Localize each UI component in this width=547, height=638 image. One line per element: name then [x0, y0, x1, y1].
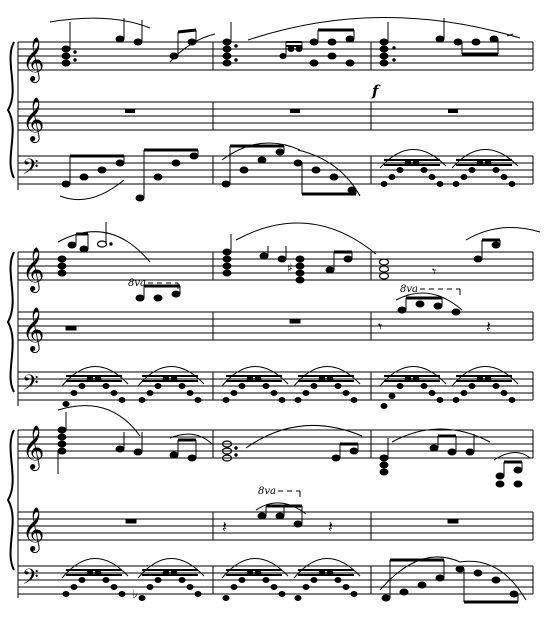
system-2-brace — [8, 252, 14, 392]
whole-rest-icon — [125, 109, 458, 113]
system-3-ottava-marks — [258, 486, 300, 497]
treble-clef-icon: 𝄞 — [22, 247, 45, 291]
svg-text:𝄾: 𝄾 — [432, 262, 437, 281]
system-1-bass-slurs — [60, 143, 518, 200]
svg-text:𝄽: 𝄽 — [486, 317, 491, 336]
svg-text:𝄾: 𝄾 — [378, 317, 383, 336]
system-1-brace — [8, 42, 14, 178]
system-2-staff-upper — [18, 252, 533, 280]
system-1-bass-arpeggios — [381, 160, 515, 187]
system-1-staff-upper — [18, 42, 533, 70]
treble-clef-icon: 𝄞 — [22, 37, 45, 81]
system-3-brace — [8, 430, 14, 570]
system-3-upper-notes — [58, 412, 522, 487]
ottava-label: 8va — [258, 486, 276, 497]
treble-clef-icon: 𝄞 — [22, 507, 45, 551]
system-2-bass-slurs — [62, 366, 518, 386]
system-3 — [8, 406, 533, 602]
system-3-staff-middle — [18, 512, 533, 540]
system-2-bass-arpeggios — [63, 376, 515, 409]
system-2 — [8, 222, 540, 409]
system-3-upper-slurs — [58, 406, 530, 460]
system-2-staff-middle — [18, 312, 533, 340]
bass-clef-icon: 𝄢 — [22, 565, 39, 595]
bass-clef-icon: 𝄢 — [22, 371, 39, 401]
treble-clef-icon: 𝄞 — [22, 97, 45, 141]
system-1-staff-middle — [18, 102, 533, 130]
svg-text:𝄽: 𝄽 — [328, 517, 333, 536]
bass-clef-icon: 𝄢 — [22, 155, 39, 185]
system-3-middle-notes — [126, 506, 458, 536]
ottava-label: 8va — [400, 284, 418, 295]
svg-text:♭: ♭ — [132, 587, 138, 601]
ottava-label: 8va — [128, 278, 146, 289]
dynamic-forte: f — [372, 82, 379, 100]
system-1 — [8, 17, 533, 201]
system-1-staff-lower — [18, 156, 533, 184]
treble-clef-icon: 𝄞 — [22, 307, 45, 351]
treble-clef-icon: 𝄞 — [22, 425, 45, 469]
svg-text:♯: ♯ — [287, 261, 293, 275]
svg-text:𝄽: 𝄽 — [222, 517, 227, 536]
